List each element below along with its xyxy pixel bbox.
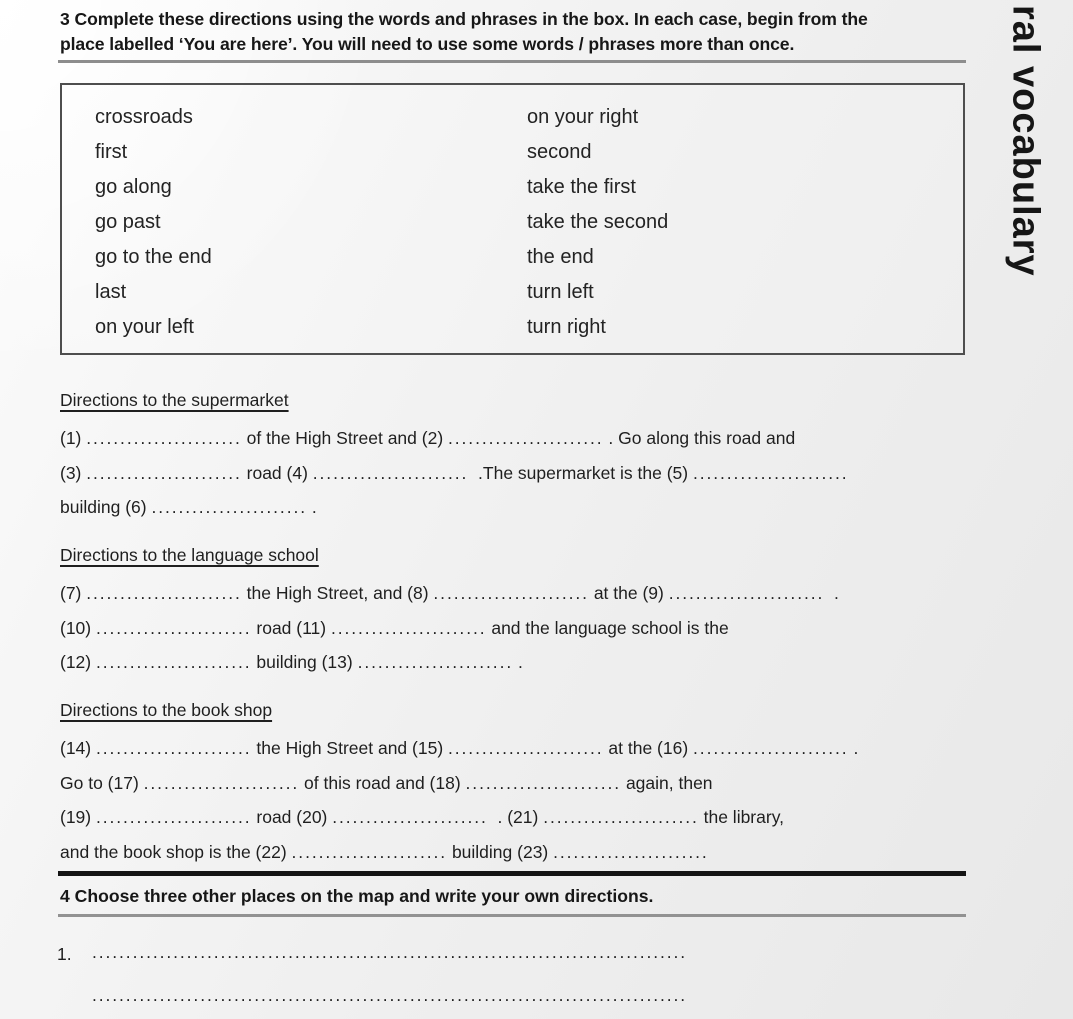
section-title: Directions to the book shop — [60, 700, 273, 720]
word-item: on your left — [95, 316, 194, 338]
word-phrase-box — [60, 83, 965, 355]
word-item: go to the end — [95, 246, 212, 268]
section-directions-supermarket — [60, 389, 972, 525]
word-item: go along — [95, 176, 172, 198]
answer-item-number: 1. — [57, 944, 72, 964]
word-item: the end — [527, 246, 594, 268]
fill-in-line: (12) ....................... building (13) ....................... . — [60, 652, 523, 672]
word-item: first — [95, 141, 128, 163]
answer-blank-line: ........................................................................................ — [92, 985, 688, 1005]
fill-in-line: (19) ....................... road (20) ....................... . (21) ....................... the library, — [60, 807, 785, 827]
fill-in-line: Go to (17) ....................... of this road and (18) ....................... again, then — [60, 772, 713, 793]
fill-in-line: (7) ....................... the High Street, and (8) ....................... at the (9) ....................... . — [60, 583, 839, 603]
section-title: Directions to the language school — [60, 545, 319, 565]
fill-in-line: (1) ....................... of the High Street and (2) ....................... . Go along this road and — [60, 428, 796, 448]
word-box-right-column — [527, 100, 668, 345]
fill-in-line: building (6) ....................... . — [60, 497, 317, 517]
section-divider-thick — [58, 871, 966, 876]
exercise4-heading: 4 Choose three other places on the map and write your own directions. — [60, 886, 654, 906]
answer-blank-line: ........................................................................................ — [92, 942, 688, 962]
section-directions-language-school — [60, 544, 972, 680]
word-item: go past — [95, 211, 161, 233]
exercise3-heading-line1: 3 Complete these directions using the words and phrases in the box. In each case, begin from the — [60, 9, 868, 29]
word-item: turn right — [527, 316, 606, 338]
exercise3-heading-line2: place labelled ‘You are here’. You will need to use some words / phrases more than once. — [60, 34, 795, 54]
word-item: crossroads — [95, 106, 193, 128]
word-item: on your right — [527, 106, 639, 128]
fill-in-line: (3) ....................... road (4) ....................... .The supermarket is the (5) ....................... — [60, 462, 849, 483]
fill-in-line: (14) ....................... the High Street and (15) ....................... at the (16) ....................... . — [60, 738, 859, 758]
word-item: take the first — [527, 176, 636, 198]
section-title: Directions to the supermarket — [60, 390, 289, 410]
word-item: second — [527, 141, 592, 163]
exercise4-divider — [58, 914, 966, 917]
word-item: take the second — [527, 211, 669, 233]
section-directions-book-shop — [60, 699, 972, 869]
word-item: turn left — [527, 281, 594, 303]
exercise3-heading — [60, 7, 972, 57]
fill-in-line: (10) ....................... road (11) ....................... and the language school is the — [60, 617, 729, 638]
word-item: last — [95, 281, 127, 303]
word-box-left-column — [95, 100, 212, 345]
fill-in-line: and the book shop is the (22) ....................... building (23) ....................... — [60, 841, 709, 862]
page-edge-label: ral vocabulary — [1004, 5, 1047, 277]
header-divider — [58, 60, 966, 63]
